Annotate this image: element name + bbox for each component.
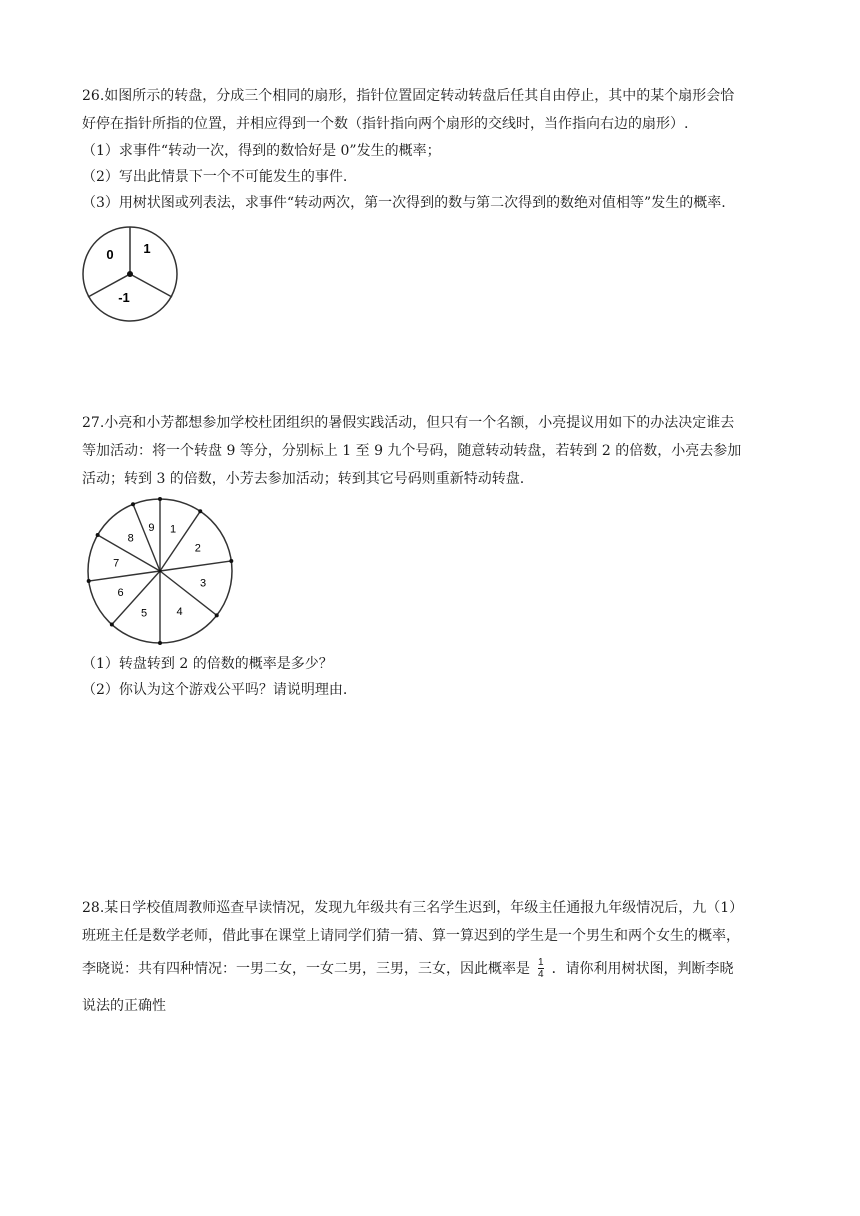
q26-spinner-label: -1 (118, 290, 130, 305)
q28-line-2: 班班主任是数学老师，借此事在课堂上请同学们猜一猜、算一算迟到的学生是一个男生和两个女生的概率， (82, 928, 740, 944)
fraction-numerator: 1 (538, 957, 544, 968)
q26-spinner-figure (80, 226, 180, 326)
q26-sub-3: （3）用树状图或列表法，求事件“转动两次，第一次得到的数与第二次得到的数绝对值相等”发生的概率. (82, 195, 726, 211)
q27-sub-1: （1）转盘转到 2 的倍数的概率是多少？ (82, 656, 333, 672)
q27-spinner-label: 6 (117, 586, 124, 599)
q27-spinner-label: 2 (194, 542, 201, 555)
q28-line-4: 说法的正确性 (82, 998, 166, 1014)
q27-spinner-figure (82, 496, 238, 652)
spinner-edge-dot (158, 497, 162, 501)
spinner-divider-line (133, 504, 160, 571)
q27-spinner-label: 9 (148, 522, 155, 535)
q26-sub-1: （1）求事件“转动一次，得到的数恰好是 0”发生的概率； (82, 143, 441, 159)
spinner-edge-dot (110, 623, 114, 627)
q26-spinner-label: 1 (143, 241, 151, 256)
q28-line-3-start: 李晓说：共有四种情况：一男二女，一女二男，三男，三女，因此概率是 (82, 961, 530, 977)
spinner-edge-dot (158, 641, 162, 645)
q26-line-1: 26.如图所示的转盘，分成三个相同的扇形，指针位置固定转动转盘后任其自由停止，其中的某个扇形会恰 (82, 88, 735, 104)
q26-spinner-label: 0 (106, 247, 114, 262)
q27-spinner-label: 1 (169, 523, 177, 536)
q27-line-2: 等加活动：将一个转盘 9 等分，分别标上 1 至 9 九个号码，随意转动转盘，若转到 2 的倍数，小亮去参加 (82, 443, 742, 459)
q26-line-2: 好停在指针所指的位置，并相应得到一个数（指针指向两个扇形的交线时，当作指向右边的扇形）. (82, 116, 689, 132)
spinner-divider-line (160, 511, 200, 571)
spinner-edge-dot (96, 533, 100, 537)
q26-sub-2: （2）写出此情景下一个不可能发生的事件. (82, 169, 348, 185)
q28-line-3-end: ．请你利用树状图，判断李晓 (551, 961, 734, 977)
q27-spinner-label: 4 (176, 606, 183, 619)
spinner-edge-dot (131, 502, 135, 506)
spinner-edge-dot (87, 579, 91, 583)
q28-line-3 (82, 958, 734, 980)
q27-line-1: 27.小亮和小芳都想参加学校杜团组织的暑假实践活动，但只有一个名额，小亮提议用如下的办法决定谁去 (82, 415, 735, 431)
q27-spinner-label: 7 (113, 557, 120, 570)
spinner-edge-dot (229, 559, 233, 563)
spinner-edge-dot (215, 613, 219, 617)
q27-spinner-label: 5 (140, 607, 148, 620)
spinner-divider-line (89, 571, 160, 581)
q28-line-1: 28.某日学校值周教师巡查早读情况，发现九年级共有三名学生迟到，年级主任通报九年级情况后，九（1） (82, 900, 744, 916)
fraction-one-quarter (538, 958, 544, 980)
q27-spinner-label: 8 (127, 532, 134, 545)
q27-sub-2: （2）你认为这个游戏公平吗？请说明理由. (82, 682, 348, 698)
q27-line-3: 活动；转到 3 的倍数，小芳去参加活动；转到其它号码则重新特动转盘. (82, 471, 525, 487)
spinner-divider-line (160, 561, 231, 571)
q27-spinner-label: 3 (200, 577, 207, 590)
fraction-denominator: 4 (538, 969, 544, 980)
spinner-edge-dot (198, 509, 202, 513)
spinner-divider-line (160, 571, 217, 615)
